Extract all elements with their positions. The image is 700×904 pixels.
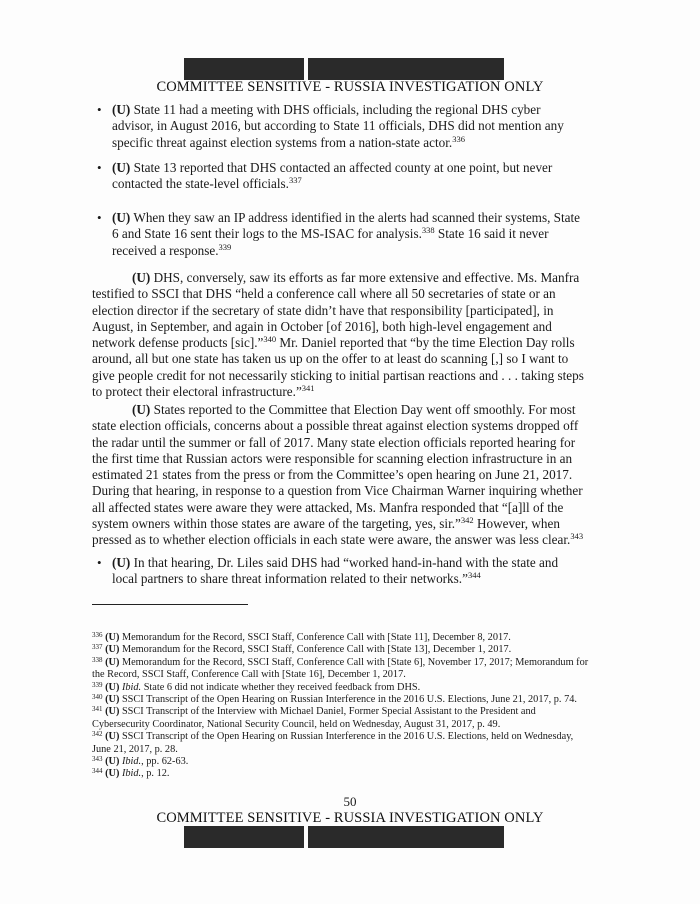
- classification-marking: (U): [105, 731, 120, 743]
- bullet-text: State 16 said it never received a response.: [112, 226, 549, 258]
- paragraph-text: DHS, conversely, saw its efforts as far more extensive and effective. Ms. Manfra testified to SSCI that DHS “held a conference call where all 50 secretaries of state or an election director if the secretary of state didn’t have that responsibility [participated], in August, in September, and again in October [of 2016], both high-level engagement and network defense products [sic].”: [92, 270, 580, 351]
- footnote: [92, 644, 592, 656]
- bullet-text: In that hearing, Dr. Liles said DHS had “worked hand-in-hand with the state and local partners to share threat information related to their networks.”: [112, 555, 559, 587]
- bullet-dot-icon: •: [97, 102, 102, 117]
- footnote-text: Memorandum for the Record, SSCI Staff, Conference Call with [State 6], November 17, 2017; Memorandum for the Record, SSCI Staff, Conference Call with [State 16], December 1, 2017.: [92, 656, 589, 681]
- footnote: [92, 756, 592, 768]
- footnotes: [92, 632, 592, 781]
- footnote-text: Memorandum for the Record, SSCI Staff, Conference Call with [State 11], December 8, 2017.: [119, 632, 511, 643]
- bullet-text: State 13 reported that DHS contacted an affected county at one point, but never contacted the state-level officials.: [112, 160, 553, 192]
- footnote-ref: 342: [460, 515, 474, 526]
- classification-marking: (U): [105, 768, 120, 780]
- footnote-ref: 341: [301, 383, 315, 394]
- classification-marking: (U): [105, 756, 120, 768]
- footnote-ref: 336: [452, 133, 465, 144]
- footnote-number: 343: [92, 755, 103, 764]
- footnote-number: 338: [92, 655, 103, 664]
- classification-marking: (U): [105, 706, 120, 718]
- classification-marking: (U): [105, 644, 120, 656]
- footnote-number: 341: [92, 705, 103, 714]
- bullet-item: [97, 160, 582, 193]
- footnote-number: 337: [92, 643, 103, 652]
- bullet-item: [97, 555, 582, 588]
- footnote-ref: 340: [263, 334, 277, 345]
- bullet-dot-icon: •: [97, 210, 102, 225]
- bullet-item: [97, 102, 582, 151]
- classification-marking: (U): [112, 210, 131, 225]
- bullet-dot-icon: •: [97, 160, 102, 175]
- paragraph-text: Mr. Daniel reported that “by the time Election Day rolls around, all but one state has taken us up on the offer to at least do scanning [,] so I want to give people credit for not necessarily sticking to initial partisan reactions and . . . taking steps to protect their electoral infrastructure.”: [92, 335, 584, 400]
- redaction-bar: [308, 826, 504, 848]
- bullet-dot-icon: •: [97, 555, 102, 570]
- bullet-text: When they saw an IP address identified in the alerts had scanned their systems, State 6 and State 16 sent their logs to the MS-ISAC for analysis.: [112, 210, 581, 242]
- footnote-number: 342: [92, 730, 103, 739]
- footnote-ref: 338: [421, 225, 435, 236]
- footnote-text: SSCI Transcript of the Open Hearing on Russian Interference in the 2016 U.S. Elections, June 21, 2017, p. 74.: [119, 694, 577, 706]
- footnote: [92, 706, 592, 731]
- footnote-ibid: Ibid.: [121, 756, 142, 768]
- footnote-text: , pp. 62-63.: [141, 756, 189, 768]
- classification-marking: (U): [132, 402, 151, 417]
- redaction-bar: [184, 826, 304, 848]
- paragraph-text: However, when pressed as to whether election officials in each state were aware, the answer was less clear.: [92, 516, 571, 548]
- classification-marking: (U): [112, 555, 131, 570]
- page-number: 50: [343, 794, 357, 809]
- footnote-text: Memorandum for the Record, SSCI Staff, Conference Call with [State 13], December 1, 2017.: [119, 644, 512, 656]
- footnote-text: , p. 12.: [141, 768, 170, 780]
- footnote-ref: 337: [288, 175, 302, 186]
- footnote: [92, 694, 592, 706]
- classification-marking: (U): [132, 270, 151, 285]
- redaction-bar: [308, 58, 504, 80]
- classification-marking: (U): [105, 632, 120, 643]
- footnote-number: 344: [92, 767, 103, 776]
- classification-marking: (U): [112, 160, 131, 175]
- header-classification: COMMITTEE SENSITIVE - RUSSIA INVESTIGATION ONLY: [156, 79, 544, 95]
- classification-marking: (U): [105, 681, 120, 693]
- classification-marking: (U): [112, 102, 131, 117]
- classification-marking: (U): [105, 694, 120, 706]
- paragraph-text: States reported to the Committee that Election Day went off smoothly. For most state election officials, concerns about a possible threat against election systems dropped off the radar until the summer or fall of 2017. Many state election officials reported hearing for the first time that Russian actors were responsible for scanning election infrastructure in an estimated 21 states from the press or from the Committee’s open hearing on June 21, 2017. During that hearing, in response to a question from Vice Chairman Warner inquiring whether all affected states were aware they were attacked, Ms. Manfra responded that “[a]ll of the system owners within those states are aware of the targeting, yes, sir.”: [92, 402, 583, 532]
- footnote: [92, 632, 592, 644]
- footnote-number: 339: [92, 680, 103, 689]
- bullet-text: State 11 had a meeting with DHS officials, including the regional DHS cyber advisor, in August 2016, but according to State 11 officials, DHS did not mention any specific threat against election systems from a nation-state actor.: [112, 102, 564, 150]
- footnote-ref: 343: [570, 531, 584, 542]
- footnote-text: SSCI Transcript of the Interview with Michael Daniel, Former Special Assistant to the President and Cybersecurity Coordinator, National Security Council, held on Wednesday, August 31, 2017, p. 49.: [92, 706, 536, 730]
- footnote-ref: 339: [218, 241, 232, 252]
- footnote-number: 340: [92, 693, 103, 702]
- footnote-text: SSCI Transcript of the Open Hearing on Russian Interference in the 2016 U.S. Elections, held on Wednesday, June 21, 2017, p. 28.: [92, 731, 574, 755]
- footnote-ibid: Ibid.: [121, 681, 142, 693]
- footnote-divider: [92, 604, 248, 605]
- footnote-number: 336: [92, 631, 103, 639]
- footnote-ref: 344: [467, 570, 481, 581]
- footer-classification: COMMITTEE SENSITIVE - RUSSIA INVESTIGATION ONLY: [156, 810, 544, 826]
- footnote: [92, 682, 592, 694]
- body-paragraph: [92, 270, 586, 400]
- bullet-item: [97, 210, 582, 259]
- footnote-ibid: Ibid.: [121, 768, 142, 780]
- footnote-text: State 6 did not indicate whether they received feedback from DHS.: [141, 681, 421, 693]
- footnote: [92, 731, 592, 756]
- footnote: [92, 657, 592, 682]
- footnote: [92, 768, 592, 780]
- redaction-bar: [184, 58, 304, 80]
- classification-marking: (U): [105, 656, 120, 668]
- body-paragraph: [92, 402, 586, 549]
